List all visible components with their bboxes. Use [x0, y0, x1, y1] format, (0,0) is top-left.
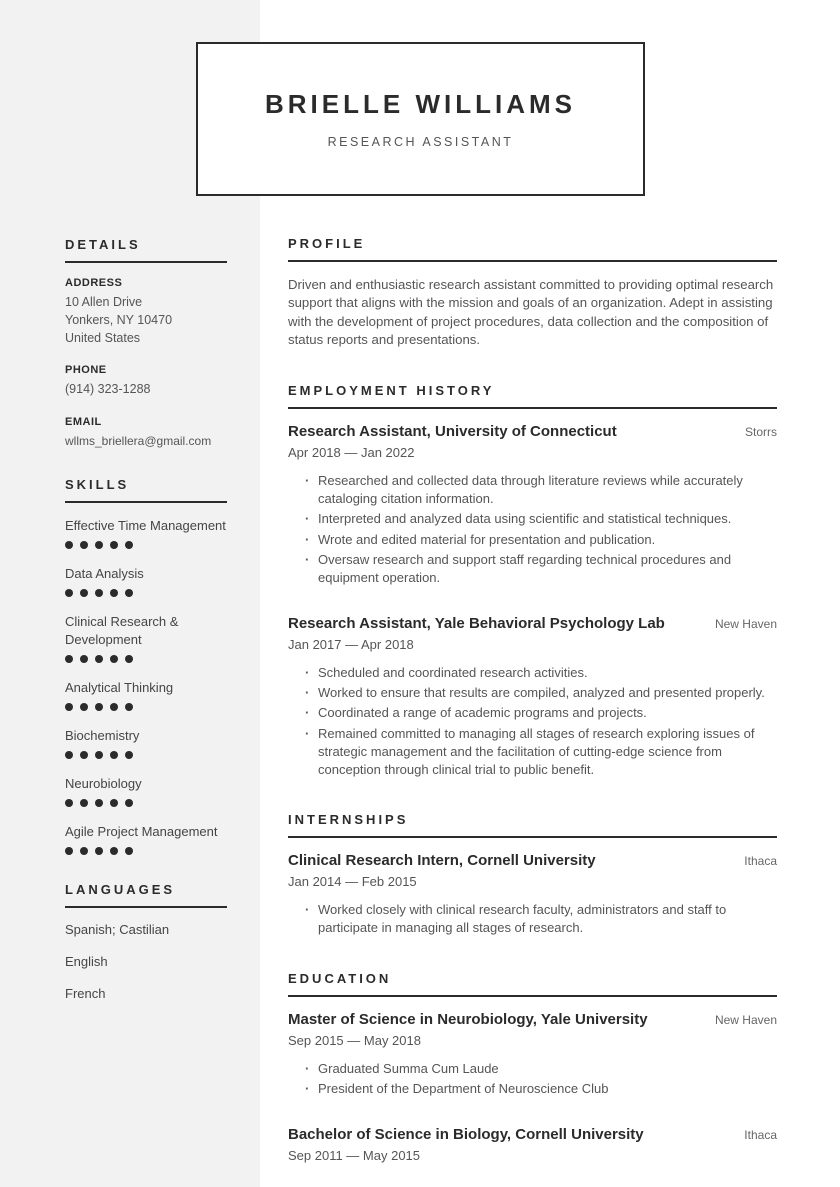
skill-level-dot — [80, 703, 88, 711]
entry-bullets — [288, 472, 777, 587]
skill-level-dot — [65, 655, 73, 663]
skill-level-dot — [125, 655, 133, 663]
languages-section — [65, 882, 227, 1001]
entry-location: Storrs — [744, 424, 777, 439]
skill-level-dot — [125, 541, 133, 549]
skill-level-dot — [95, 541, 103, 549]
resume-entry — [288, 1126, 777, 1163]
skill-level-dots — [65, 703, 227, 711]
bullet-item: · Worked closely with clinical research faculty, administrators and staff to participate in managing all stages of research. — [318, 901, 777, 937]
education-section — [288, 971, 777, 1163]
address-line: United States — [65, 330, 141, 345]
profile-text: Driven and enthusiastic research assistant committed to providing optimal research support that aligns with the mission and goals of an organization. Adept in assisting with the development of project procedures, data collection and the composition of status reports and presentations. — [288, 277, 774, 348]
profile-section — [288, 236, 777, 350]
name-card — [196, 42, 645, 196]
resume-entry — [288, 1011, 777, 1098]
skill-level-dot — [80, 589, 88, 597]
entry-dates: Apr 2018 — Jan 2022 — [288, 444, 415, 460]
skill-level-dot — [95, 589, 103, 597]
entry-location: Ithaca — [744, 854, 777, 869]
skill-label: Neurobiology — [65, 775, 142, 791]
entry-title: Research Assistant, Yale Behavioral Psychology Lab — [288, 615, 665, 633]
skill-label: Agile Project Management — [65, 824, 218, 840]
skills-section — [65, 477, 227, 855]
entry-head — [288, 423, 777, 440]
resume-entry — [288, 615, 777, 779]
entry-location: Ithaca — [744, 1127, 777, 1142]
entry-bullets — [288, 901, 777, 937]
address-line: 10 Allen Drive — [65, 295, 143, 309]
address-lines — [65, 294, 227, 347]
skill-level-dot — [65, 799, 73, 807]
skill-level-dot — [110, 541, 118, 549]
skill-item — [65, 679, 227, 711]
skill-level-dots — [65, 541, 227, 549]
bullet-item: · Wrote and edited material for presentation and publication. — [318, 531, 777, 549]
skill-level-dot — [95, 799, 103, 807]
entry-head — [288, 852, 777, 869]
entry-title: Bachelor of Science in Biology, Cornell University — [288, 1125, 644, 1143]
bullet-item: · President of the Department of Neuroscience Club — [318, 1080, 777, 1098]
bullet-item: · Graduated Summa Cum Laude — [318, 1060, 777, 1078]
employment-entries — [288, 423, 777, 779]
skill-label: Data Analysis — [65, 566, 144, 582]
skill-level-dot — [65, 541, 73, 549]
skill-level-dot — [125, 799, 133, 807]
internships-section — [288, 812, 777, 937]
languages-list — [65, 922, 227, 1001]
profile-heading: PROFILE — [288, 236, 777, 262]
skill-level-dot — [125, 703, 133, 711]
skill-level-dot — [65, 703, 73, 711]
skill-item — [65, 727, 227, 759]
entry-title: Research Assistant, University of Connecticut — [288, 422, 617, 440]
language-item: Spanish; Castilian — [65, 922, 170, 938]
entry-dates: Sep 2011 — May 2015 — [288, 1147, 421, 1163]
email-value: wllms_briellera@gmail.com — [65, 434, 212, 448]
skill-level-dot — [80, 847, 88, 855]
skill-label: Biochemistry — [65, 727, 140, 743]
internships-heading: INTERNSHIPS — [288, 812, 777, 838]
main-content — [288, 236, 777, 1187]
skill-item — [65, 565, 227, 597]
skill-level-dots — [65, 655, 227, 663]
bullet-item: · Interpreted and analyzed data using scientific and statistical techniques. — [318, 510, 777, 528]
education-heading: EDUCATION — [288, 971, 777, 997]
person-job-title: RESEARCH ASSISTANT — [327, 135, 514, 149]
skill-level-dots — [65, 589, 227, 597]
entry-bullets — [288, 1060, 777, 1098]
skill-level-dots — [65, 751, 227, 759]
entry-title: Clinical Research Intern, Cornell University — [288, 852, 596, 870]
bullet-item: · Oversaw research and support staff regarding technical procedures and equipment operation. — [318, 551, 777, 587]
employment-section — [288, 383, 777, 779]
skill-level-dot — [110, 847, 118, 855]
skill-level-dot — [95, 751, 103, 759]
bullet-item: · Worked to ensure that results are compiled, analyzed and presented properly. — [318, 684, 777, 702]
skill-level-dot — [110, 751, 118, 759]
language-item: English — [65, 954, 108, 970]
skill-level-dot — [110, 799, 118, 807]
skill-level-dot — [65, 751, 73, 759]
skill-level-dot — [65, 847, 73, 855]
bullet-item: · Scheduled and coordinated research activities. — [318, 664, 777, 682]
bullet-item: · Coordinated a range of academic programs and projects. — [318, 704, 777, 722]
skill-item — [65, 517, 227, 549]
entry-bullets — [288, 664, 777, 779]
entry-dates: Sep 2015 — May 2018 — [288, 1032, 421, 1048]
phone-label: PHONE — [65, 364, 107, 377]
details-section — [65, 237, 227, 450]
entry-head — [288, 1011, 777, 1028]
skill-label: Clinical Research & Development — [65, 614, 179, 647]
skill-level-dot — [125, 847, 133, 855]
entry-head — [288, 1126, 777, 1143]
skill-level-dot — [95, 703, 103, 711]
email-label: EMAIL — [65, 416, 102, 428]
skill-level-dot — [80, 751, 88, 759]
email-group — [65, 416, 227, 450]
skill-item — [65, 613, 227, 662]
entry-title: Master of Science in Neurobiology, Yale University — [288, 1010, 648, 1028]
skill-level-dot — [95, 847, 103, 855]
skill-level-dot — [125, 589, 133, 597]
address-group — [65, 277, 227, 347]
skill-level-dot — [110, 703, 118, 711]
phone-group — [65, 364, 227, 399]
entry-location: New Haven — [714, 1012, 777, 1027]
internships-entries — [288, 852, 777, 937]
address-line: Yonkers, NY 10470 — [65, 312, 173, 327]
entry-head — [288, 615, 777, 632]
details-heading: DETAILS — [65, 237, 227, 263]
languages-heading: LANGUAGES — [65, 882, 227, 908]
entry-dates: Jan 2014 — Feb 2015 — [288, 874, 417, 890]
skill-label: Effective Time Management — [65, 518, 226, 534]
skill-label: Analytical Thinking — [65, 679, 174, 695]
skill-level-dot — [110, 589, 118, 597]
skill-item — [65, 823, 227, 855]
skill-level-dots — [65, 847, 227, 855]
skill-level-dot — [125, 751, 133, 759]
skill-item — [65, 775, 227, 807]
skills-heading: SKILLS — [65, 477, 227, 503]
entry-location: New Haven — [714, 617, 777, 632]
education-entries — [288, 1011, 777, 1163]
employment-heading: EMPLOYMENT HISTORY — [288, 383, 777, 409]
entry-dates: Jan 2017 — Apr 2018 — [288, 637, 414, 653]
language-item: French — [65, 986, 106, 1002]
skill-level-dot — [80, 541, 88, 549]
skills-list — [65, 517, 227, 855]
person-name: BRIELLE WILLIAMS — [265, 89, 576, 119]
resume-entry — [288, 423, 777, 587]
skill-level-dots — [65, 799, 227, 807]
bullet-item: · Remained committed to managing all stages of research exploring issues of strategic management and the facilitation of cutting-edge science from conception through clinical trial to public benefit. — [318, 725, 777, 780]
bullet-item: · Researched and collected data through literature reviews while accurately cataloging citation information. — [318, 472, 777, 508]
skill-level-dot — [80, 799, 88, 807]
address-label: ADDRESS — [65, 277, 123, 289]
phone-value: (914) 323-1288 — [65, 382, 151, 397]
skill-level-dot — [95, 655, 103, 663]
skill-level-dot — [110, 655, 118, 663]
skill-level-dot — [80, 655, 88, 663]
resume-entry — [288, 852, 777, 937]
skill-level-dot — [65, 589, 73, 597]
